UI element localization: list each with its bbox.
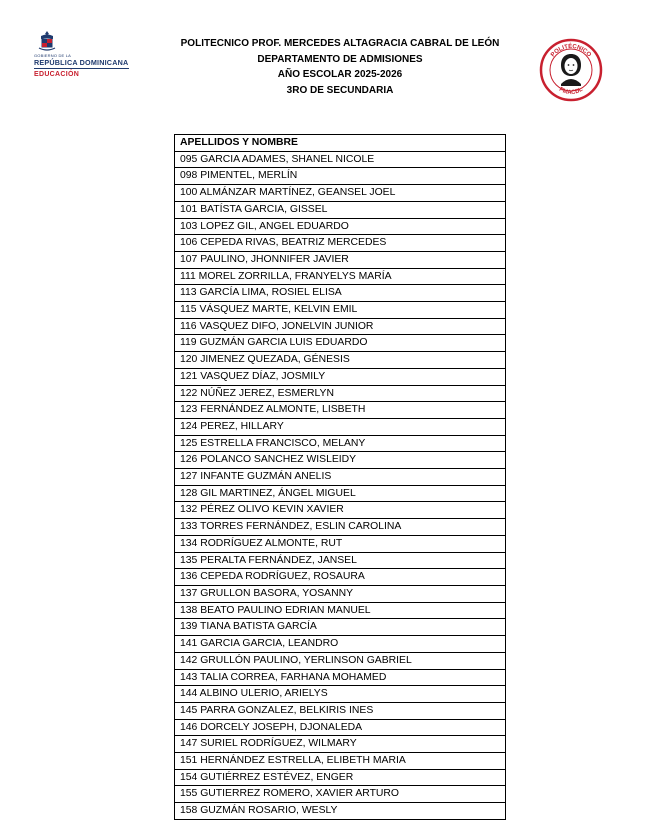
table-row bbox=[175, 251, 506, 268]
document-header bbox=[140, 36, 540, 99]
educacion-text: EDUCACIÓN bbox=[34, 71, 80, 78]
student-name-cell: 127 INFANTE GUZMÁN ANELIS bbox=[175, 469, 506, 486]
table-row bbox=[175, 235, 506, 252]
table-row bbox=[175, 469, 506, 486]
school-seal-icon bbox=[539, 38, 603, 102]
grade-level: 3RO DE SECUNDARIA bbox=[286, 85, 394, 97]
student-name-cell: 139 TIANA BATISTA GARCÍA bbox=[175, 619, 506, 636]
student-name-cell: 135 PERALTA FERNÁNDEZ, JANSEL bbox=[175, 552, 506, 569]
table-row bbox=[175, 385, 506, 402]
republica-text: REPÚBLICA DOMINICANA bbox=[34, 58, 129, 67]
student-name-cell: 146 DORCELY JOSEPH, DJONALEDA bbox=[175, 719, 506, 736]
student-name-cell: 101 BATÍSTA GARCIA, GISSEL bbox=[175, 201, 506, 218]
student-name-cell: 137 GRULLON BASORA, YOSANNY bbox=[175, 585, 506, 602]
student-name-cell: 138 BEATO PAULINO EDRIAN MANUEL bbox=[175, 602, 506, 619]
table-row bbox=[175, 786, 506, 803]
table-row bbox=[175, 719, 506, 736]
student-name-cell: 142 GRULLÓN PAULINO, YERLINSON GABRIEL bbox=[175, 652, 506, 669]
table-row bbox=[175, 602, 506, 619]
table-row bbox=[175, 619, 506, 636]
table-row bbox=[175, 736, 506, 753]
table-row bbox=[175, 686, 506, 703]
table-row bbox=[175, 368, 506, 385]
table-row bbox=[175, 585, 506, 602]
seal-bottom-text: PMACDL bbox=[557, 86, 585, 97]
student-name-cell: 123 FERNÁNDEZ ALMONTE, LISBETH bbox=[175, 402, 506, 419]
student-name-cell: 136 CEPEDA RODRÍGUEZ, ROSAURA bbox=[175, 569, 506, 586]
student-name-cell: 143 TALIA CORREA, FARHANA MOHAMED bbox=[175, 669, 506, 686]
table-row bbox=[175, 803, 506, 820]
student-name-cell: 107 PAULINO, JHONNIFER JAVIER bbox=[175, 251, 506, 268]
student-name-cell: 154 GUTIÉRREZ ESTÉVEZ, ENGER bbox=[175, 769, 506, 786]
table-row bbox=[175, 485, 506, 502]
table-row bbox=[175, 669, 506, 686]
student-name-cell: 111 MOREL ZORRILLA, FRANYELYS MARÍA bbox=[175, 268, 506, 285]
seal-top-text: POLITÉCNICO bbox=[550, 43, 592, 59]
student-name-cell: 133 TORRES FERNÁNDEZ, ESLIN CAROLINA bbox=[175, 519, 506, 536]
department-name: DEPARTAMENTO DE ADMISIONES bbox=[257, 53, 423, 65]
student-name-cell: 120 JIMENEZ QUEZADA, GÉNESIS bbox=[175, 352, 506, 369]
students-table bbox=[174, 134, 506, 820]
table-row bbox=[175, 168, 506, 185]
table-row bbox=[175, 185, 506, 202]
table-row bbox=[175, 352, 506, 369]
table-row bbox=[175, 335, 506, 352]
table-row bbox=[175, 769, 506, 786]
student-name-cell: 128 GIL MARTINEZ, ÁNGEL MIGUEL bbox=[175, 485, 506, 502]
table-row bbox=[175, 452, 506, 469]
coat-of-arms-icon bbox=[36, 30, 58, 52]
student-name-cell: 132 PÉREZ OLIVO KEVIN XAVIER bbox=[175, 502, 506, 519]
table-row bbox=[175, 652, 506, 669]
student-name-cell: 147 SURIEL RODRÍGUEZ, WILMARY bbox=[175, 736, 506, 753]
table-header-row bbox=[175, 135, 506, 152]
logo-divider bbox=[34, 68, 129, 69]
school-year: AÑO ESCOLAR 2025-2026 bbox=[277, 69, 403, 81]
student-name-cell: 121 VASQUEZ DÍAZ, JOSMILY bbox=[175, 368, 506, 385]
admissions-list bbox=[174, 134, 506, 820]
student-name-cell: 095 GARCIA ADAMES, SHANEL NICOLE bbox=[175, 151, 506, 168]
table-row bbox=[175, 318, 506, 335]
student-name-cell: 103 LOPEZ GIL, ANGEL EDUARDO bbox=[175, 218, 506, 235]
student-name-cell: 126 POLANCO SANCHEZ WISLEIDY bbox=[175, 452, 506, 469]
student-name-cell: 106 CEPEDA RIVAS, BEATRIZ MERCEDES bbox=[175, 235, 506, 252]
table-row bbox=[175, 218, 506, 235]
student-name-cell: 134 RODRÍGUEZ ALMONTE, RUT bbox=[175, 535, 506, 552]
student-name-cell: 155 GUTIERREZ ROMERO, XAVIER ARTURO bbox=[175, 786, 506, 803]
table-row bbox=[175, 753, 506, 770]
table-row bbox=[175, 418, 506, 435]
student-name-cell: 124 PEREZ, HILLARY bbox=[175, 418, 506, 435]
column-header-name: APELLIDOS Y NOMBRE bbox=[175, 135, 506, 152]
table-row bbox=[175, 569, 506, 586]
table-row bbox=[175, 268, 506, 285]
student-name-cell: 158 GUZMÁN ROSARIO, WESLY bbox=[175, 803, 506, 820]
table-row bbox=[175, 702, 506, 719]
table-row bbox=[175, 201, 506, 218]
student-name-cell: 125 ESTRELLA FRANCISCO, MELANY bbox=[175, 435, 506, 452]
student-name-cell: 144 ALBINO ULERIO, ARIELYS bbox=[175, 686, 506, 703]
table-row bbox=[175, 502, 506, 519]
student-name-cell: 141 GARCIA GARCIA, LEANDRO bbox=[175, 636, 506, 653]
student-name-cell: 151 HERNÁNDEZ ESTRELLA, ELIBETH MARIA bbox=[175, 753, 506, 770]
table-row bbox=[175, 302, 506, 319]
table-row bbox=[175, 285, 506, 302]
table-row bbox=[175, 435, 506, 452]
student-name-cell: 115 VÁSQUEZ MARTE, KELVIN EMIL bbox=[175, 302, 506, 319]
student-name-cell: 098 PIMENTEL, MERLÍN bbox=[175, 168, 506, 185]
gobierno-text: GOBIERNO DE LA bbox=[34, 53, 72, 58]
table-row bbox=[175, 535, 506, 552]
table-row bbox=[175, 636, 506, 653]
table-row bbox=[175, 402, 506, 419]
student-name-cell: 100 ALMÁNZAR MARTÍNEZ, GEANSEL JOEL bbox=[175, 185, 506, 202]
school-name: POLITECNICO PROF. MERCEDES ALTAGRACIA CABRAL DE LEÓN bbox=[180, 38, 500, 49]
student-name-cell: 145 PARRA GONZALEZ, BELKIRIS INES bbox=[175, 702, 506, 719]
student-name-cell: 119 GUZMÁN GARCIA LUIS EDUARDO bbox=[175, 335, 506, 352]
student-name-cell: 122 NÚÑEZ JEREZ, ESMERLYN bbox=[175, 385, 506, 402]
table-row bbox=[175, 151, 506, 168]
ministry-logo bbox=[33, 30, 133, 80]
table-row bbox=[175, 519, 506, 536]
student-name-cell: 116 VASQUEZ DIFO, JONELVIN JUNIOR bbox=[175, 318, 506, 335]
student-name-cell: 113 GARCÍA LIMA, ROSIEL ELISA bbox=[175, 285, 506, 302]
table-row bbox=[175, 552, 506, 569]
